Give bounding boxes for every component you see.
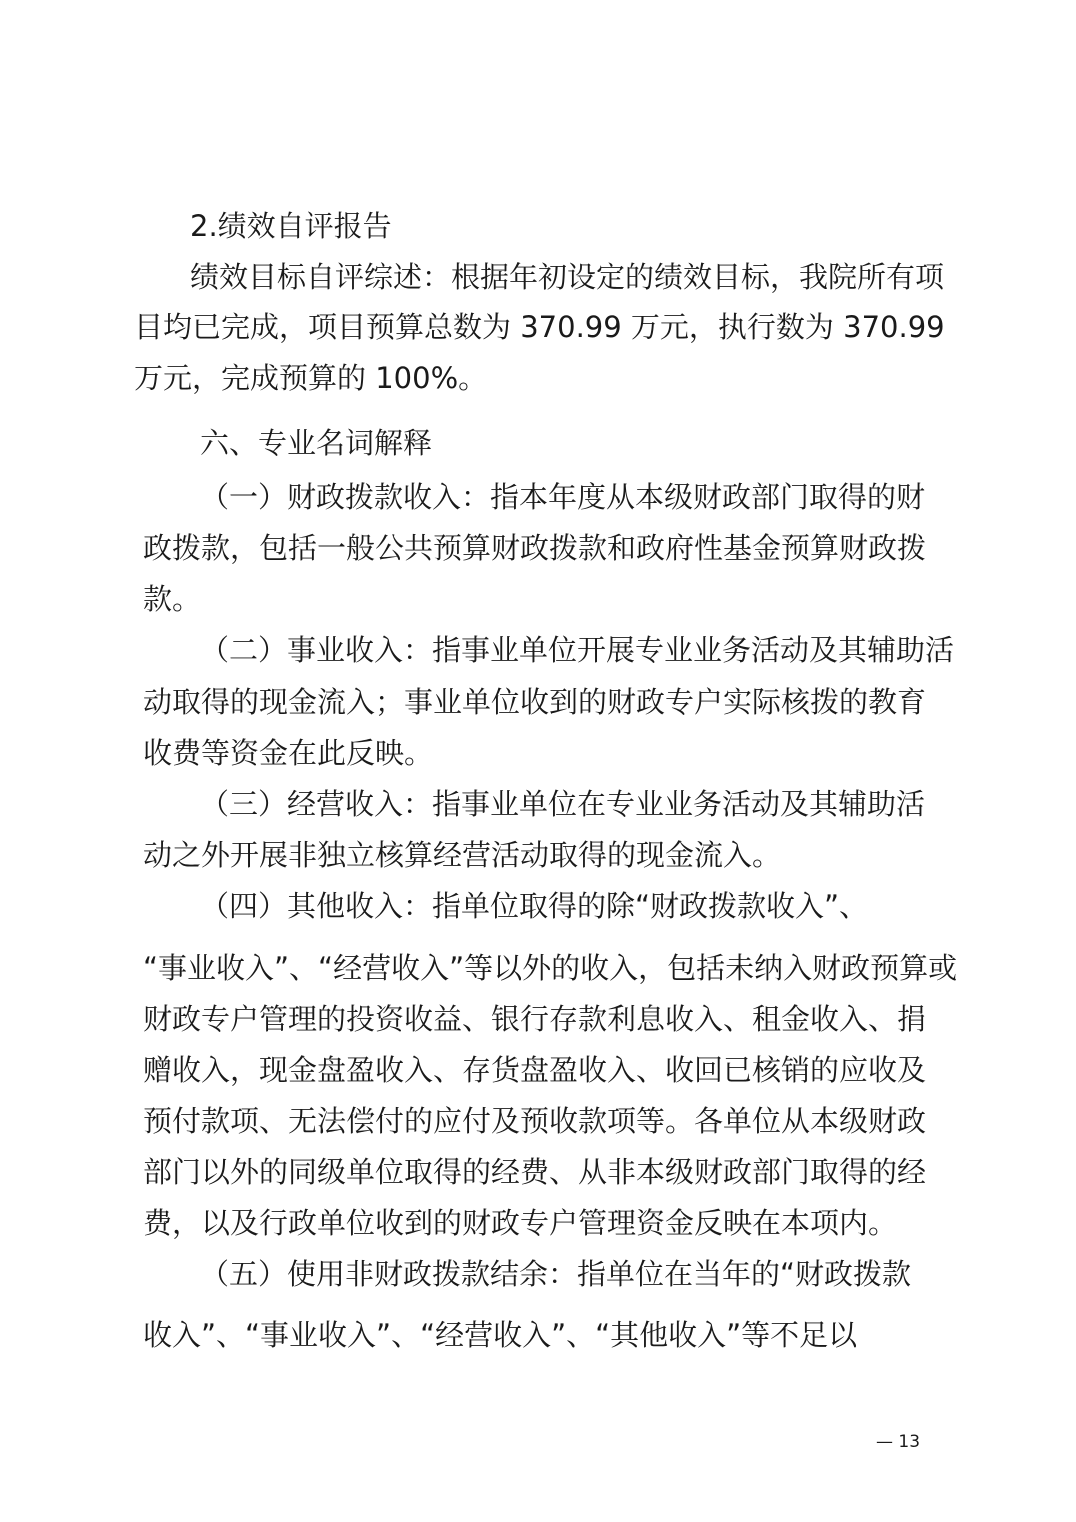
glossary-item-4-line-5: 预付款项、无法偿付的应付及预收款项等。各单位从本级财政 [143,1104,927,1138]
page-number: — 13 [876,1432,921,1452]
glossary-item-3-line-2: 动之外开展非独立核算经营活动取得的现金流入。 [143,838,782,872]
glossary-item-4-line-6: 部门以外的同级单位取得的经费、从非本级财政部门取得的经 [143,1155,927,1189]
glossary-item-4-line-3: 财政专户管理的投资收益、银行存款利息收入、租金收入、捐 [143,1002,927,1036]
glossary-item-4-line-4: 赠收入，现金盘盈收入、存货盘盈收入、收回已核销的应收及 [143,1053,927,1087]
performance-report-heading: 2.绩效自评报告 [190,209,392,243]
glossary-item-1-line-2: 政拨款，包括一般公共预算财政拨款和政府性基金预算财政拨 [143,531,927,565]
glossary-item-1-line-1: （一）财政拨款收入：指本年度从本级财政部门取得的财 [200,480,926,514]
summary-line-1: 绩效目标自评综述：根据年初设定的绩效目标，我院所有项 [190,260,945,294]
glossary-item-3-line-1: （三）经营收入：指事业单位在专业业务活动及其辅助活 [200,787,926,821]
glossary-item-5-line-2: 收入”、“事业收入”、“经营收入”、“其他收入”等不足以 [143,1318,858,1352]
glossary-heading: 六、专业名词解释 [200,426,433,460]
glossary-item-5-line-1: （五）使用非财政拨款结余：指单位在当年的“财政拨款 [200,1257,912,1291]
glossary-item-2-line-1: （二）事业收入：指事业单位开展专业业务活动及其辅助活 [200,633,955,667]
glossary-item-1-line-3: 款。 [143,582,202,616]
glossary-item-4-line-7: 费，以及行政单位收到的财政专户管理资金反映在本项内。 [143,1206,898,1240]
glossary-item-4-line-1: （四）其他收入：指单位取得的除“财政拨款收入”、 [200,889,869,923]
summary-line-3: 万元，完成预算的 100%。 [134,361,488,395]
glossary-item-2-line-3: 收费等资金在此反映。 [143,736,434,770]
glossary-item-2-line-2: 动取得的现金流入；事业单位收到的财政专户实际核拨的教育 [143,685,927,719]
glossary-item-4-line-2: “事业收入”、“经营收入”等以外的收入，包括未纳入财政预算或 [143,951,958,985]
summary-line-2: 目均已完成，项目预算总数为 370.99 万元，执行数为 370.99 [134,310,945,344]
